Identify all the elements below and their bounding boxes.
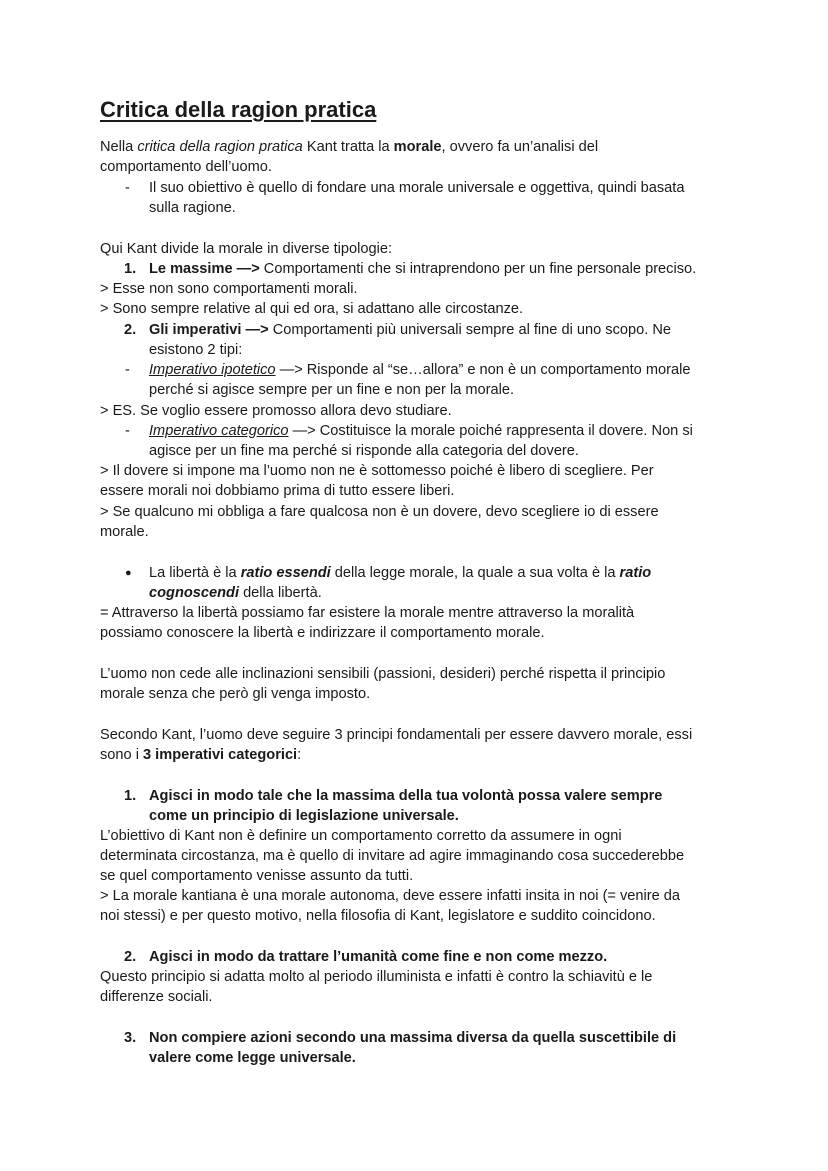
- liberta-line-2: [149, 583, 322, 603]
- list-number-2: 2.: [124, 949, 137, 965]
- tipologie-intro: Qui Kant divide la morale in diverse tipologie:: [100, 241, 393, 257]
- round-bullet: ●: [125, 567, 132, 579]
- principio1-para-1: L’obiettivo di Kant non è definire un comportamento corretto da assumere in ogni: [100, 828, 622, 844]
- categorico-text: —> Costituisce la morale poiché rappresenta il dovere. Non si: [288, 423, 693, 439]
- cognoscendi-word: cognoscendi: [149, 585, 240, 601]
- intro-work-title: critica della ragion pratica: [137, 139, 303, 155]
- intro-bullet-line-1: Il suo obiettivo è quello di fondare una morale universale e oggettiva, quindi basata: [149, 180, 685, 196]
- intro-text-a: Nella: [100, 139, 138, 155]
- secondo-text-a: sono i: [100, 747, 143, 763]
- categorico-line-2: agisce per un fine ma perché si risponde alla categoria del dovere.: [149, 443, 579, 459]
- massime-item: [149, 259, 696, 279]
- principio1-line-2: come un principio di legislazione universale.: [149, 808, 459, 824]
- intro-bullet-line-2: sulla ragione.: [149, 200, 236, 216]
- principio3-line-2: valere come legge universale.: [149, 1050, 356, 1066]
- principio2-para-2: differenze sociali.: [100, 989, 213, 1005]
- liberta-text-end: della libertà.: [239, 585, 322, 601]
- imperativi-categorici-label: 3 imperativi categorici: [143, 747, 298, 763]
- principio1-para-2: determinata circostanza, ma è quello di invitare ad agire immaginando cosa succederebbe: [100, 848, 685, 864]
- list-number-1: 1.: [124, 788, 137, 804]
- ratio-essendi: ratio essendi: [240, 565, 331, 581]
- qualcuno-line-1: > Se qualcuno mi obbliga a fare qualcosa non è un dovere, devo scegliere io di essere: [100, 504, 659, 520]
- intro-text-c: Kant tratta la: [302, 139, 394, 155]
- ratio-word: ratio: [619, 565, 652, 581]
- massime-note-1: > Esse non sono comportamenti morali.: [100, 281, 358, 297]
- liberta-eq-line-1: = Attraverso la libertà possiamo far esistere la morale mentre attraverso la moralità: [100, 605, 635, 621]
- ipotetico-term: Imperativo ipotetico: [149, 362, 276, 378]
- principio1-para-4: > La morale kantiana è una morale autonoma, deve essere infatti insita in noi (= venire da: [100, 888, 681, 904]
- principio1-line-1: Agisci in modo tale che la massima della tua volontà possa valere sempre: [149, 788, 663, 804]
- ipotetico-text: —> Risponde al “se…allora” e non è un comportamento morale: [275, 362, 691, 378]
- dash-bullet: -: [125, 362, 130, 378]
- imperativi-text: Comportamenti più universali sempre al fine di uno scopo. Ne: [268, 322, 671, 338]
- page-title: Critica della ragion pratica: [100, 97, 377, 122]
- intro-line-1: [100, 137, 598, 157]
- intro-keyword-morale: morale: [393, 139, 442, 155]
- intro-line-2: comportamento dell’uomo.: [100, 159, 272, 175]
- example-line: > ES. Se voglio essere promosso allora devo studiare.: [100, 403, 452, 419]
- list-number-2: 2.: [124, 322, 137, 338]
- uomo-line-1: L’uomo non cede alle inclinazioni sensibili (passioni, desideri) perché rispetta il principio: [100, 666, 666, 682]
- principio1-para-3: se quel comportamento venisse assunto da tutti.: [100, 868, 414, 884]
- dovere-line-1: > Il dovere si impone ma l’uomo non ne è sottomesso poiché è libero di scegliere. Per: [100, 463, 654, 479]
- principio3-line-1: Non compiere azioni secondo una massima diversa da quella suscettibile di: [149, 1030, 677, 1046]
- list-number-3: 3.: [124, 1030, 137, 1046]
- massime-note-2: > Sono sempre relative al qui ed ora, si adattano alle circostanze.: [100, 301, 524, 317]
- liberta-text-c: della legge morale, la quale a sua volta è la: [330, 565, 620, 581]
- list-number-1: 1.: [124, 261, 137, 277]
- intro-text-e: , ovvero fa un’analisi del: [441, 139, 599, 155]
- liberta-eq-line-2: possiamo conoscere la libertà e indirizzare il comportamento morale.: [100, 625, 545, 641]
- massime-label: Le massime —>: [149, 261, 260, 277]
- imperativi-label: Gli imperativi —>: [149, 322, 269, 338]
- liberta-text-a: La libertà è la: [149, 565, 241, 581]
- ipotetico-item: [149, 360, 690, 380]
- categorico-item: [149, 421, 693, 441]
- secondo-line-1: Secondo Kant, l’uomo deve seguire 3 principi fondamentali per essere davvero morale, essi: [100, 727, 693, 743]
- dash-bullet: -: [125, 423, 130, 439]
- dovere-line-2: essere morali noi dobbiamo prima di tutto essere liberi.: [100, 483, 455, 499]
- imperativi-item: [149, 320, 671, 340]
- categorico-term: Imperativo categorico: [149, 423, 289, 439]
- principio2-para-1: Questo principio si adatta molto al periodo illuminista e infatti è contro la schiavitù e le: [100, 969, 653, 985]
- imperativi-line-2: esistono 2 tipi:: [149, 342, 243, 358]
- secondo-text-c: :: [297, 747, 302, 763]
- ipotetico-line-2: perché si agisce sempre per un fine e non per la morale.: [149, 382, 515, 398]
- principio1-para-5: noi stessi) e per questo motivo, nella filosofia di Kant, legislatore e suddito coincidono.: [100, 908, 656, 924]
- secondo-line-2: [100, 745, 301, 765]
- principio2-line-1: Agisci in modo da trattare l’umanità come fine e non come mezzo.: [149, 949, 608, 965]
- qualcuno-line-2: morale.: [100, 524, 149, 540]
- dash-bullet: -: [125, 180, 130, 196]
- massime-text: Comportamenti che si intraprendono per un fine personale preciso.: [259, 261, 697, 277]
- liberta-line-1: [149, 563, 651, 583]
- uomo-line-2: morale senza che però gli venga imposto.: [100, 686, 371, 702]
